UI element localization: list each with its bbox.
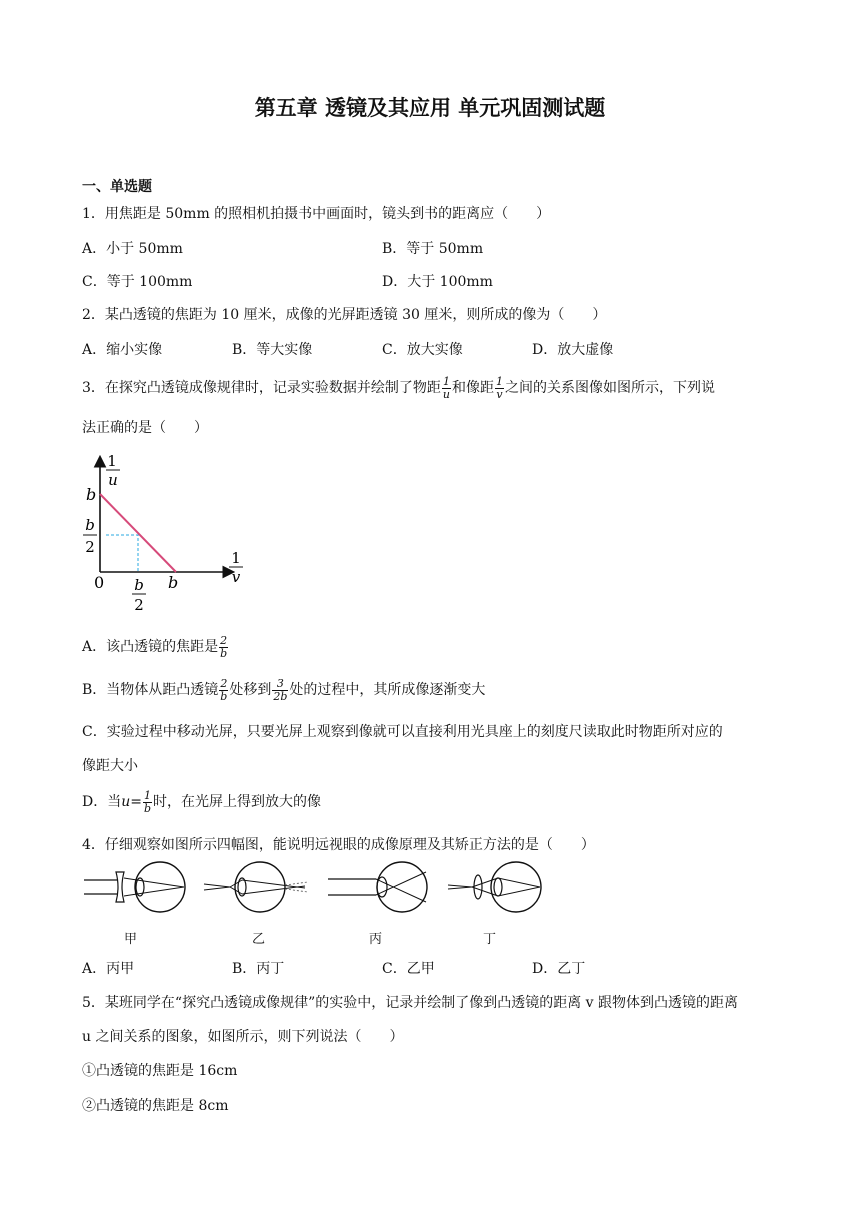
q4-label-ding: 丁: [483, 932, 497, 947]
q2-stem: 2．某凸透镜的焦距为 10 厘米，成像的光屏距透镜 30 厘米，则所成的像为（ ）: [82, 307, 607, 323]
x-label-num: 1: [231, 549, 241, 567]
q3-option-c-line2: 像距大小: [82, 758, 138, 774]
option-text: B．当物体从距凸透镜: [82, 682, 219, 698]
y-label-den: u: [108, 471, 118, 489]
frac-denominator: b: [220, 646, 228, 660]
q5-statement-2: ②凸透镜的焦距是 8cm: [82, 1098, 229, 1114]
q3-stem-line2: 法正确的是（ ）: [82, 420, 208, 436]
frac-numerator: 2: [220, 676, 228, 690]
y-tick-half-den: 2: [85, 538, 95, 556]
frac-numerator: 1: [496, 374, 503, 388]
q3-option-d: [82, 785, 321, 819]
q1-option-b: B．等于 50mm: [382, 241, 484, 257]
eye-diagram-yi: [204, 862, 308, 912]
q3-option-a: [82, 630, 229, 664]
q4-label-yi: 乙: [252, 932, 266, 947]
y-tick-half-num: b: [85, 516, 95, 534]
frac-denominator: v: [496, 387, 503, 401]
equals-sign: =: [130, 794, 142, 810]
page-title: 第五章 透镜及其应用 单元巩固测试题: [254, 96, 606, 120]
q4-option-d: D．乙丁: [532, 961, 586, 977]
x-tick-half-num: b: [134, 576, 144, 594]
frac-denominator: b: [144, 801, 152, 815]
q1-option-a: A．小于 50mm: [82, 241, 183, 257]
q4-option-b: B．丙丁: [232, 961, 285, 977]
q3-frac-1-over-v: [495, 376, 504, 401]
option-text: 处的过程中，其所成像逐渐变大: [289, 682, 486, 698]
option-text: 处移到: [229, 682, 272, 698]
q3-stem-line1: [82, 371, 715, 405]
q3-stem-part-c: 之间的关系图像如图所示，下列说: [505, 380, 715, 396]
option-text: A．该凸透镜的焦距是: [82, 639, 219, 655]
section-heading: 一、单选题: [82, 179, 152, 195]
eye-diagram-ding: [448, 862, 541, 912]
frac-denominator: b: [220, 689, 228, 703]
origin-label: 0: [94, 573, 105, 592]
frac-numerator: 1: [144, 788, 152, 802]
option-text: 时，在光屏上得到放大的像: [153, 794, 322, 810]
q2-option-c: C．放大实像: [382, 342, 463, 358]
q4-stem: 4．仔细观察如图所示四幅图，能说明远视眼的成像原理及其矫正方法的是（ ）: [82, 837, 595, 853]
y-label-num: 1: [107, 452, 117, 470]
x-label-den: v: [231, 568, 241, 586]
frac-2-over-b: [219, 635, 228, 660]
q3-option-b: [82, 673, 485, 707]
q2-option-a: A．缩小实像: [82, 342, 163, 358]
q4-option-c: C．乙甲: [382, 961, 435, 977]
q3-stem-part-b: 和像距: [452, 380, 494, 396]
eye-diagram-bing: [328, 862, 427, 912]
q3-frac-1-over-u: [442, 376, 451, 401]
frac-numerator: 3: [272, 678, 288, 691]
x-tick-half-den: 2: [134, 596, 144, 614]
frac-3-over-2b: [272, 678, 288, 703]
q4-option-a: A．丙甲: [82, 961, 135, 977]
dashed-guide: [106, 535, 138, 572]
y-tick-b: b: [86, 485, 97, 504]
q4-eye-diagrams: [80, 858, 550, 920]
q2-option-b: B．等大实像: [232, 342, 313, 358]
q3-stem-part-a: 3．在探究凸透镜成像规律时，记录实验数据并绘制了物距: [82, 380, 441, 396]
q3-option-c-line1: C．实验过程中移动光屏，只要光屏上观察到像就可以直接利用光具座上的刻度尺读取此时物距所对应的: [82, 724, 723, 740]
q5-stem-line2: u 之间关系的图象，如图所示，则下列说法（ ）: [82, 1029, 404, 1045]
q1-option-d: D．大于 100mm: [382, 274, 493, 290]
q3-graph: [80, 448, 250, 618]
frac-1-over-b: [143, 790, 152, 815]
frac-denominator: 2b: [273, 689, 288, 703]
q4-label-jia: 甲: [124, 932, 138, 947]
q5-statement-1: ①凸透镜的焦距是 16cm: [82, 1063, 238, 1079]
q5-stem-line1: 5．某班同学在“探究凸透镜成像规律”的实验中，记录并绘制了像到凸透镜的距离 v 跟物体到凸透镜的距离: [82, 995, 739, 1011]
q2-option-d: D．放大虚像: [532, 342, 614, 358]
eye-diagram-jia: [84, 862, 185, 912]
frac-numerator: 1: [442, 374, 450, 388]
q4-label-bing: 丙: [369, 932, 383, 947]
frac-numerator: 2: [220, 633, 228, 647]
x-tick-b: b: [168, 573, 179, 592]
option-text: D．当: [82, 794, 122, 810]
var-u: u: [121, 794, 131, 810]
frac-denominator: u: [442, 387, 450, 401]
q1-stem: 1．用焦距是 50mm 的照相机拍摄书中画面时，镜头到书的距离应（ ）: [82, 206, 551, 222]
q1-option-c: C．等于 100mm: [82, 274, 193, 290]
frac-2-over-b: [219, 678, 228, 703]
